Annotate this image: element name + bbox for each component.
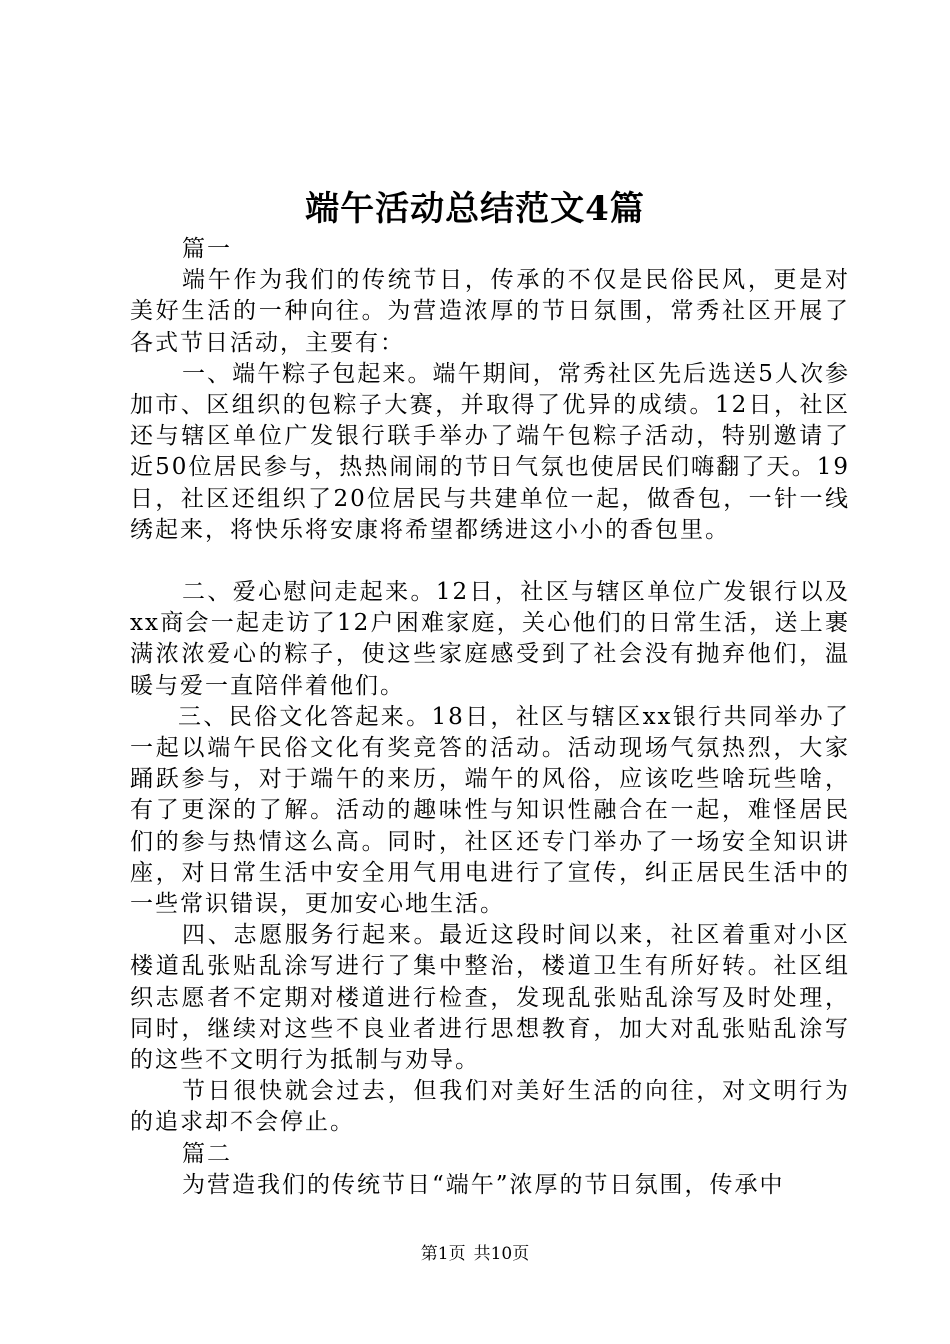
page-footer [0,1242,950,1266]
paragraph-item-3: 三、民俗文化答起来。18日，社区与辖区xx银行共同举办了一起以端午民俗文化有奖竞答的活动。活动现场气氛热烈，大家踊跃参与，对于端午的来历，端午的风俗，应该吃些啥玩些啥，有了更深的了解。活动的趣味性与知识性融合在一起，难怪居民们的参与热情这么高。同时，社区还专门举办了一场安全知识讲座，对日常生活中安全用气用电进行了宣传，纠正居民生活中的一些常识错误，更加安心地生活。 [130,703,850,918]
page-number: 第1页 [420,1244,466,1264]
document-title: 端午活动总结范文4篇 [305,189,645,229]
section-heading-2: 篇二 [182,1140,232,1167]
paragraph-item-2: 二、爱心慰问走起来。12日，社区与辖区单位广发银行以及xx商会一起走访了12户困难家庭，关心他们的日常生活，送上裹满浓浓爱心的粽子，使这些家庭感受到了社会没有抛弃他们，温暖与爱一直陪伴着他们。 [130,579,850,699]
paragraph-section-2-start: 为营造我们的传统节日“端午”浓厚的节日氛围，传承中 [182,1171,785,1198]
paragraph-closing: 节日很快就会过去，但我们对美好生活的向往，对文明行为的追求却不会停止。 [130,1078,850,1136]
paragraph-intro: 端午作为我们的传统节日，传承的不仅是民俗民风，更是对美好生活的一种向往。为营造浓厚的节日氛围，常秀社区开展了各式节日活动，主要有： [130,267,850,356]
paragraph-item-4: 四、志愿服务行起来。最近这段时间以来，社区着重对小区楼道乱张贴乱涂写进行了集中整治，楼道卫生有所好转。社区组织志愿者不定期对楼道进行检查，发现乱张贴乱涂写及时处理，同时，继续对这些不良业者进行思想教育，加大对乱张贴乱涂写的这些不文明行为抵制与劝导。 [130,922,850,1074]
page-total: 共10页 [473,1244,530,1264]
paragraph-item-1: 一、端午粽子包起来。端午期间，常秀社区先后选送5人次参加市、区组织的包粽子大赛，并取得了优异的成绩。12日，社区还与辖区单位广发银行联手举办了端午包粽子活动，特别邀请了近50位居民参与，热热闹闹的节日气氛也使居民们嗨翻了天。19日，社区还组织了20位居民与共建单位一起，做香包，一针一线绣起来，将快乐将安康将希望都绣进这小小的香包里。 [130,360,850,543]
document-body [130,234,850,1201]
section-heading-1: 篇一 [182,236,232,262]
